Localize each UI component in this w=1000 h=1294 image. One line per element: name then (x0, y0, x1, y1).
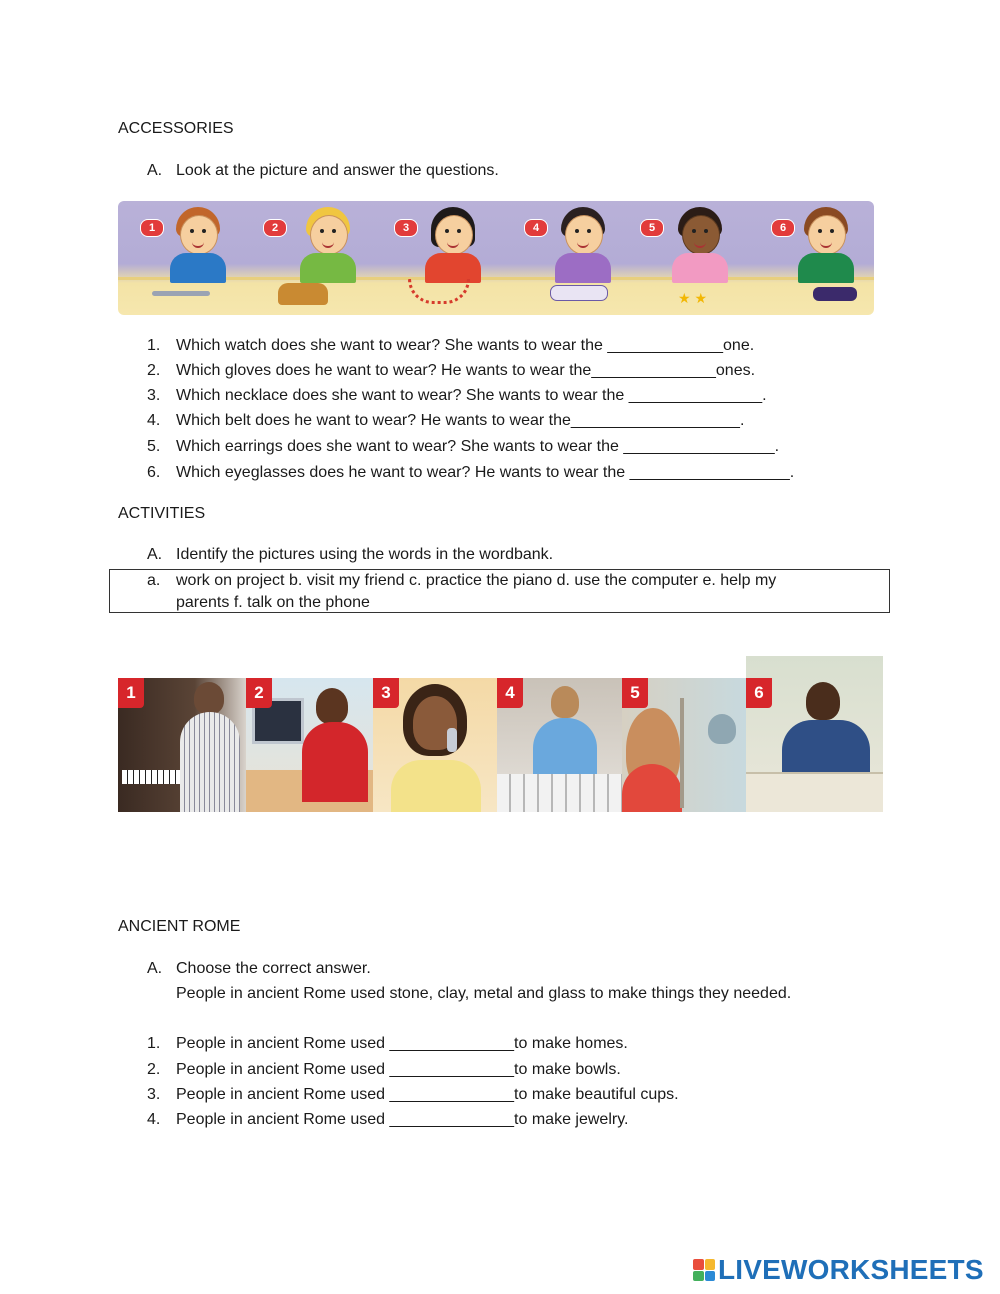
question-text: Which watch does she want to wear? She wants to wear the _____________one. (176, 337, 755, 354)
instruction-text: Choose the correct answer. (176, 960, 371, 977)
child-figure (553, 207, 613, 283)
picture-number: 2 (263, 219, 287, 237)
picture-number: 4 (497, 678, 523, 708)
eyeglasses-icon (813, 287, 857, 301)
instruction-text: Look at the picture and answer the questions. (176, 162, 499, 179)
question-number: 2. (147, 1061, 161, 1078)
activity-photo (373, 678, 497, 812)
activity-photo (246, 678, 373, 812)
earrings-icon: ★ ★ (678, 290, 707, 306)
question-number: 6. (147, 464, 161, 481)
question-number: 1. (147, 1035, 161, 1052)
table-edge (118, 277, 874, 280)
wordbank-letter: a. (147, 572, 161, 589)
child-figure (298, 207, 358, 283)
picture-number: 6 (746, 678, 772, 708)
instruction-letter: A. (147, 960, 163, 977)
logo-text: LIVEWORKSHEETS (718, 1254, 984, 1285)
wordbank-line: work on project b. visit my friend c. practice the piano d. use the computer e. help my (176, 572, 777, 589)
child-figure (423, 207, 483, 283)
liveworksheets-logo-icon (693, 1259, 715, 1281)
watch-icon (152, 291, 210, 296)
activity-photo (497, 678, 622, 812)
instruction-letter: A. (147, 162, 163, 179)
picture-number: 5 (640, 219, 664, 237)
picture-number: 6 (771, 219, 795, 237)
question-number: 1. (147, 337, 161, 354)
wordbank-line: parents f. talk on the phone (176, 594, 370, 611)
question-text: Which belt does he want to wear? He wants to wear the___________________. (176, 412, 745, 429)
activity-photo (746, 656, 883, 812)
question-text: People in ancient Rome used ______________to make jewelry. (176, 1111, 629, 1128)
question-number: 4. (147, 412, 161, 429)
section-heading-ancient-rome: ANCIENT ROME (118, 918, 241, 935)
question-number: 3. (147, 1086, 161, 1103)
question-text: Which gloves does he want to wear? He wants to wear the______________ones. (176, 362, 756, 379)
picture-number: 1 (118, 678, 144, 708)
instruction-letter: A. (147, 546, 163, 563)
child-figure (670, 207, 730, 283)
section-heading-accessories: ACCESSORIES (118, 120, 234, 137)
activities-picture (118, 656, 883, 812)
picture-number: 5 (622, 678, 648, 708)
child-figure (796, 207, 856, 283)
instruction-note: People in ancient Rome used stone, clay, metal and glass to make things they needed. (176, 985, 792, 1002)
question-text: People in ancient Rome used ______________to make bowls. (176, 1061, 621, 1078)
activity-photo (622, 678, 746, 812)
necklace-icon (408, 279, 470, 304)
instruction-text: Identify the pictures using the words in the wordbank. (176, 546, 554, 563)
belt-icon (550, 285, 608, 301)
question-text: Which eyeglasses does he want to wear? He wants to wear the __________________. (176, 464, 795, 481)
question-number: 4. (147, 1111, 161, 1128)
question-text: People in ancient Rome used ______________to make homes. (176, 1035, 628, 1052)
gloves-icon (278, 283, 328, 305)
child-figure (168, 207, 228, 283)
question-number: 5. (147, 438, 161, 455)
question-text: Which necklace does she want to wear? She wants to wear the _______________. (176, 387, 767, 404)
picture-number: 4 (524, 219, 548, 237)
picture-number: 2 (246, 678, 272, 708)
picture-number: 1 (140, 219, 164, 237)
section-heading-activities: ACTIVITIES (118, 505, 206, 522)
activity-photo (118, 678, 246, 812)
question-text: People in ancient Rome used ______________to make beautiful cups. (176, 1086, 679, 1103)
liveworksheets-logo (693, 1255, 984, 1285)
accessories-picture (118, 201, 874, 315)
picture-number: 3 (373, 678, 399, 708)
question-text: Which earrings does she want to wear? She wants to wear the _________________. (176, 438, 780, 455)
picture-number: 3 (394, 219, 418, 237)
question-number: 3. (147, 387, 161, 404)
question-number: 2. (147, 362, 161, 379)
